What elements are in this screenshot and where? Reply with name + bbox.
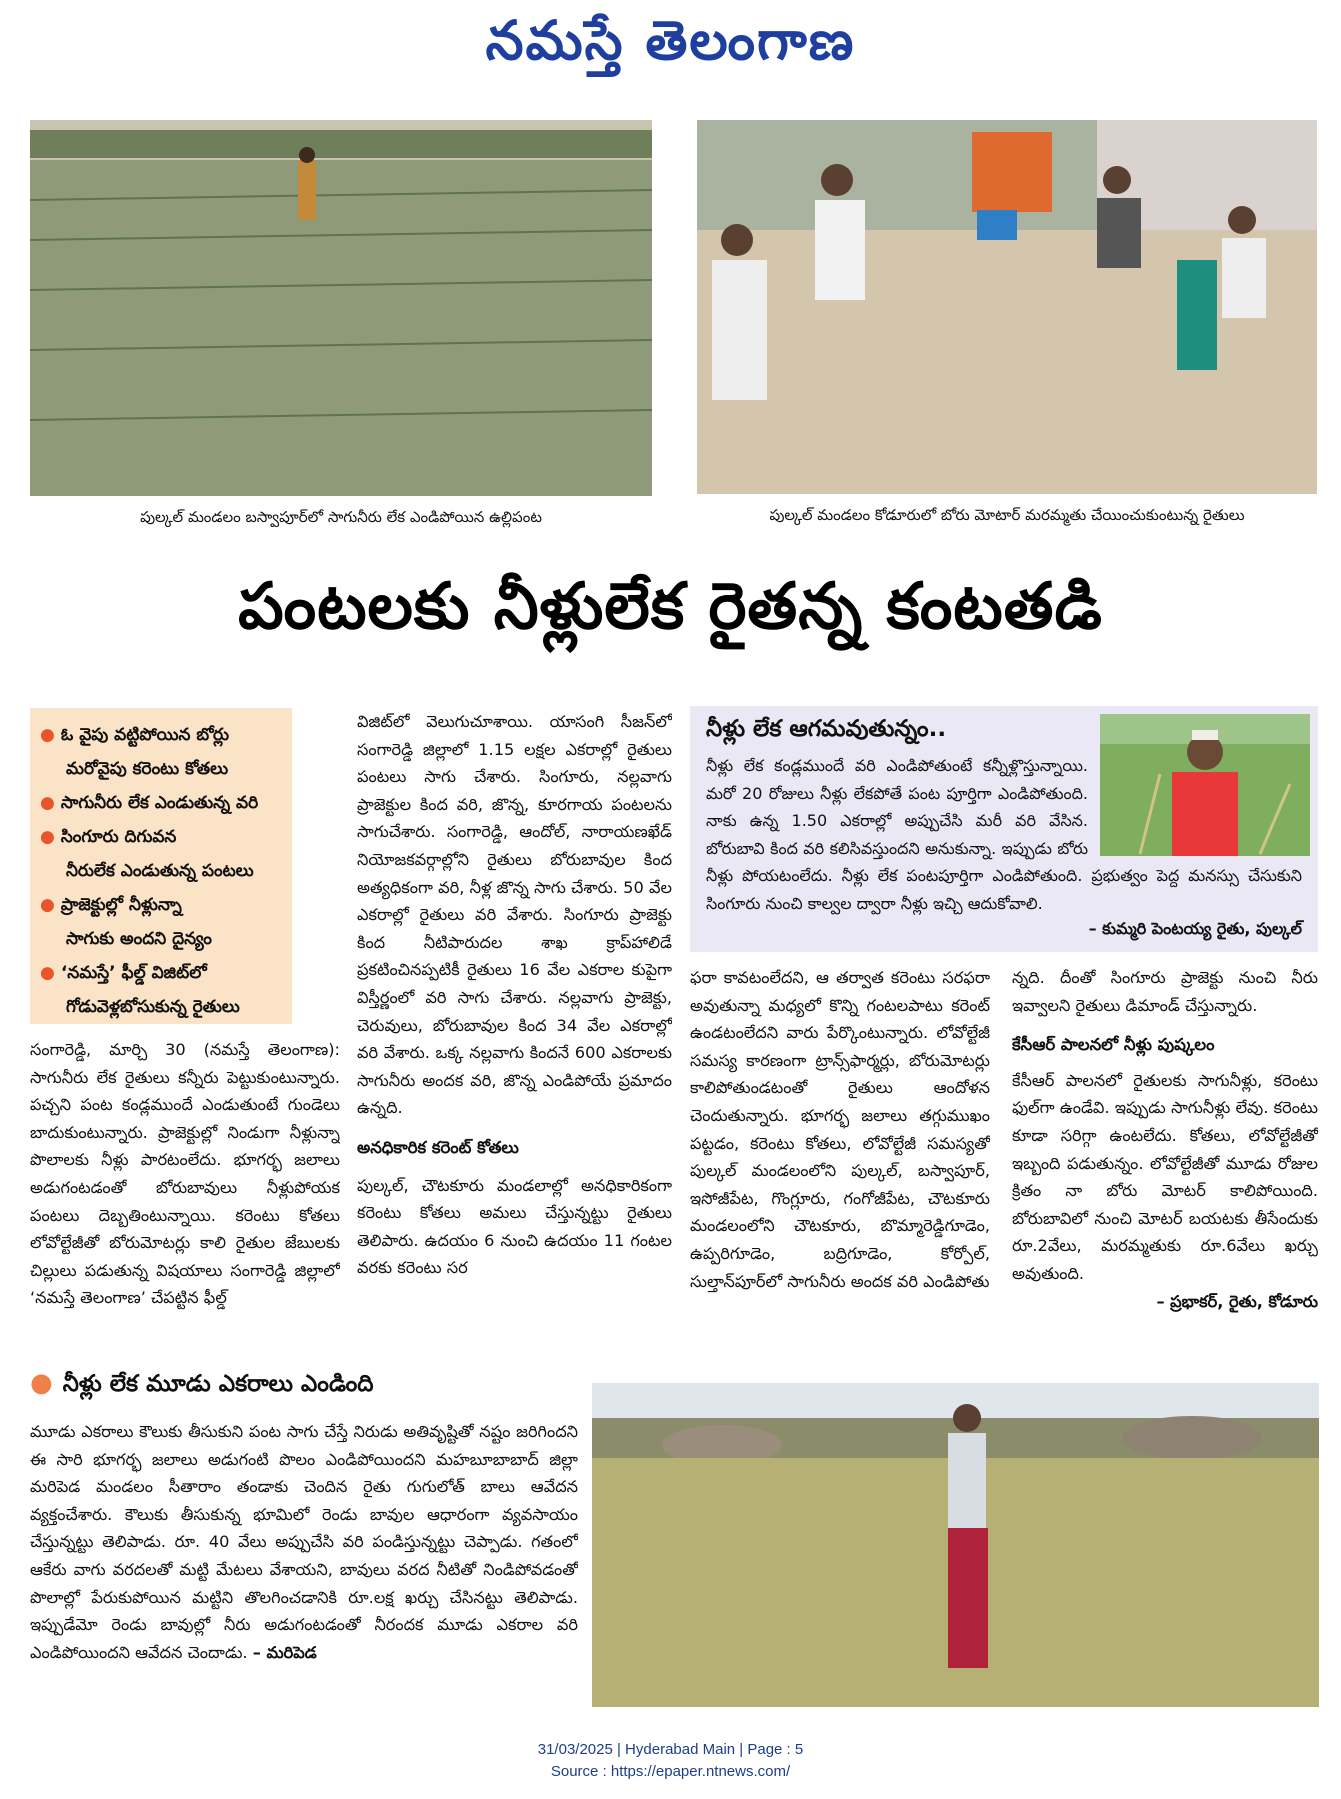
article-text: విజిట్‌లో వెలుగుచూశాయి. యాసంగి సీజన్‌లో సంగారెడ్డి జిల్లాలో 1.15 లక్షల ఎకరాల్లో రైతులు పంటలు సాగు చేశారు. సింగూరు, నల్లవాగు ప్రాజెక్టుల కింద వరి, జొన్న, కూరగాయ పంటలను సాగుచేశారు. సంగారెడ్డి, ఆందోల్‌, నారాయణఖేడ్‌ నియోజకవర్గాల్లోని రైతులు బోరుబావుల కింద అత్యధికంగా వరి, నీళ్ల జొన్న సాగు చేశారు. 50 వేల ఎకరాల్లో రైతులు వరి వేశారు. సింగూరు ప్రాజెక్టు కింద నీటిపారుదల శాఖ క్రాప్‌హాలిడే ప్రకటించినప్పటికీ రైతులు 16 వేల ఎకరాల కుపైగా విస్తీర్ణంలో వరి సాగు చేశారు. నల్లవాగు ప్రాజెక్టు, చెరువులు, బోరుబావుల కింద 34 వేల ఎకరాల్లో వరి వేశారు. ఒక్క నల్లవాగు కిందనే 600 ఎకరాలకు సాగునీరు అందక వరి, జొన్న ఎండిపోయే ప్రమాదం ఉన్నది.: [357, 712, 672, 1118]
story2-title: ● నీళ్లు లేక మూడు ఎకరాలు ఎండింది: [30, 1368, 374, 1398]
subheading-power-cuts: అనధికారిక కరెంట్‌ కోతలు: [357, 1137, 519, 1157]
article-text: న్నది. దీంతో సింగూరు ప్రాజెక్టు నుంచి నీరు ఇవ్వాలని రైతులు డిమాండ్‌ చేస్తున్నారు.: [1012, 968, 1318, 1015]
highlight-item: ● ఓ వైపు వట్టిపోయిన బోర్లు: [40, 725, 229, 745]
highlight-item: ● సింగూరు దిగువన: [40, 827, 177, 847]
article-text: కేసీఆర్‌ పాలనలో రైతులకు సాగునీళ్లు, కరెంటు ఫుల్‌గా ఉండేవి. ఇప్పుడు సాగునీళ్లు లేవు. కరెంటు కూడా సరిగ్గా ఉంటలేదు. కోతలు, లోవోల్టేజీతో ఇబ్బంది పడుతున్నం. లోవోల్టేజీతో మూడు రోజుల క్రితం నా బోరు మోటర్‌ కాలిపోయింది. బోరుబావిలో నుంచి మోటర్‌ బయటకు తీసేందుకు రూ.2వేలు, మరమ్మతుకు రూ.6వేలు ఖర్చు అవుతుంది.: [1012, 1070, 1318, 1283]
article-column-1: [30, 1036, 340, 1336]
article-text: ఫరా కావటంలేదని, ఆ తర్వాత కరెంటు సరఫరా అవుతున్నా మధ్యలో కొన్ని గంటలపాటు కరెంట్‌ ఉండటంలేదని వారు పేర్కొంటున్నారు. లోవోల్టేజీ సమస్య కారణంగా ట్రాన్స్‌ఫార్మర్లు, బోరుమోటర్లు కాలిపోతుండటంతో రైతులు ఆందోళన చెందుతున్నారు. భూగర్భ జలాలు తగ్గుముఖం పట్టడం, కరెంటు కోతలు, లోవోల్టేజీ సమస్యతో పుల్కల్‌ మండలంలోని పుల్కల్‌, బస్వాపూర్‌, ఇసోజీపేట, గొంగ్లూరు, గంగోజీపేట, చౌటకూరు మండలంలోని చౌటకూరు, బొమ్మారెడ్డిగూడెం, ఉప్పరిగూడెం, బద్రిగూడెం, కోర్పోల్‌, సుల్తాన్‌పూర్‌లో సాగునీరు అందక వరి ఎండిపోతు: [690, 968, 990, 1291]
highlight-item: ● ‘నమస్తే’ ఫీల్డ్‌ విజిట్‌లో: [40, 963, 207, 983]
highlights-box: [30, 708, 292, 1024]
masthead-logo: నమస్తే తెలంగాణ: [485, 8, 856, 72]
highlight-item-cont: సాగుకు అందని దైన్యం: [66, 929, 212, 949]
photo1-caption: పుల్కల్‌ మండలం బస్వాపూర్‌లో సాగునీరు లేక ఎండిపోయిన ఉల్లిపంట: [140, 508, 542, 526]
footer-date-edition: 31/03/2025 | Hyderabad Main | Page : 5: [537, 1741, 804, 1758]
article-text: పుల్కల్‌, చౌటకూరు మండలాల్లో అనధికారికంగా కరెంటు కోతలు అమలు చేస్తున్నట్టు రైతులు తెలిపారు. ఉదయం 6 నుంచి ఉదయం 11 గంటల వరకు కరెంటు సర: [357, 1175, 672, 1278]
farmer-quote-box: [690, 706, 1318, 952]
quote-text: నీళ్లు లేక కండ్లముందే వరి ఎండిపోతుంటే కన్నీళ్లొస్తున్నాయి. మరో 20 రోజులు నీళ్లు లేకపోతే పంట పూర్తిగా ఎండిపోతుంది. నాకు ఉన్న 1.50 ఎకరాల్లో అప్పుచేసి మరీ వరి వేసిన. బోరుబావి కింద వరి కలిసివస్తుందని అనుకున్నా. ఇప్పుడు బోరు నీళ్లు పోయటంలేదు. నీళ్లు లేక పంటపూర్తిగా ఎండిపోతుంది. ప్రభుత్వం పెద్ద మనస్సు చేసుకుని సింగూరు నుంచి కాల్వల ద్వారా నీళ్లు ఇచ్చి ఆదుకోవాలి.: [706, 756, 1302, 913]
photo-motor-repair: [697, 120, 1317, 494]
footer-source-link[interactable]: Source : https://epaper.ntnews.com/: [550, 1763, 791, 1780]
farmer-photo: [1100, 714, 1310, 856]
highlight-item-cont: మరోవైపు కరెంటు కోతలు: [66, 759, 229, 779]
bullet-dot-icon: ●: [30, 1368, 53, 1398]
highlight-item: ● సాగునీరు లేక ఎండుతున్న వరి: [40, 793, 259, 813]
highlight-item-cont: గోడువెళ్లబోసుకున్న రైతులు: [66, 997, 240, 1017]
highlight-item: ● ప్రాజెక్టుల్లో నీళ్లున్నా: [40, 895, 182, 915]
photo-dry-field: [592, 1383, 1319, 1707]
article-text: సంగారెడ్డి, మార్చి 30 (నమస్తే తెలంగాణ): సాగునీరు లేక రైతులు కన్నీరు పెట్టుకుంటున్నారు. పచ్చని పంట కండ్లముందే ఎండుతుంటే గుండెలు బాదుకుంటున్నారు. ప్రాజెక్టుల్లో నిండుగా నీళ్లున్నా పొలాలకు నీళ్లు పారటంలేదు. భూగర్భ జలాలు అడుగంటడంతో బోరుబావులు నీళ్లుపోయక పంటలు దెబ్బతింటున్నాయి. కరెంటు కోతలు లోవోల్టేజీతో బోరుమోటర్లు కాలి రైతుల జేబులకు చిల్లులు పడుతున్న విషయాలు సంగారెడ్డి జిల్లాలో ‘నమస్తే తెలంగాణ’ చేపట్టిన ఫీల్డ్‌: [30, 1040, 340, 1308]
story2-body: [30, 1418, 578, 1720]
article-text: మూడు ఎకరాలు కౌలుకు తీసుకుని పంట సాగు చేస్తే నిరుడు అతివృష్టితో నష్టం జరిగిందని ఈ సారి భూగర్భ జలాలు అడుగంటి పొలం ఎండిపోయిందని మహబూబాబాద్‌ జిల్లా మరిపెడ మండలం సీతారాం తండాకు చెందిన రైతు గుగులోత్‌ బాలు ఆవేదన వ్యక్తంచేశారు. కౌలుకు తీసుకున్న భూమిలో రెండు బావుల ఆధారంగా వ్యవసాయం చేస్తున్నట్టు తెలిపాడు. రూ. 40 వేలు అప్పుచేసి వరి పండిస్తున్నట్టు చెప్పాడు. గతంలో ఆకేరు వాగు వరదలతో మట్టి మేటలు వేశాయని, బావులు వరద నీటితో నిండిపోవడంతో పొలాల్లో పేరుకుపోయిన మట్టిని తొలగించడానికి రూ.లక్ష ఖర్చు చేసినట్టు తెలిపాడు. ఇప్పుడేమో రెండు బావుల్లో నీరు అడుగంటడంతో నీరందక మూడు ఎకరాల వరి ఎండిపోయిందని ఆవేదన చెందాడు. – మరిపెడ: [30, 1422, 578, 1662]
article-column-2: [357, 708, 672, 1336]
article-attribution: – ప్రభాకర్‌, రైతు, కోడూరు: [1156, 1291, 1318, 1311]
subheading-kcr-rule: కేసీఆర్‌ పాలనలో నీళ్లు పుష్కలం: [1012, 1035, 1215, 1055]
photo-onion-field: [30, 120, 652, 496]
quote-title: నీళ్లు లేక ఆగమవుతున్నం..: [706, 716, 947, 742]
photo2-caption: పుల్కల్‌ మండలం కోడూరులో బోరు మోటార్‌ మరమ్మతు చేయించుకుంటున్న రైతులు: [769, 506, 1245, 524]
article-column-4: [1012, 964, 1318, 1336]
quote-attribution: – కుమ్మరి పెంటయ్య రైతు, పుల్కల్‌: [1088, 919, 1302, 938]
highlight-item-cont: నీరులేక ఎండుతున్న పంటలు: [66, 861, 254, 881]
article-column-3: [690, 964, 990, 1336]
main-headline: పంటలకు నీళ్లులేక రైతన్న కంటతడి: [238, 570, 1103, 644]
